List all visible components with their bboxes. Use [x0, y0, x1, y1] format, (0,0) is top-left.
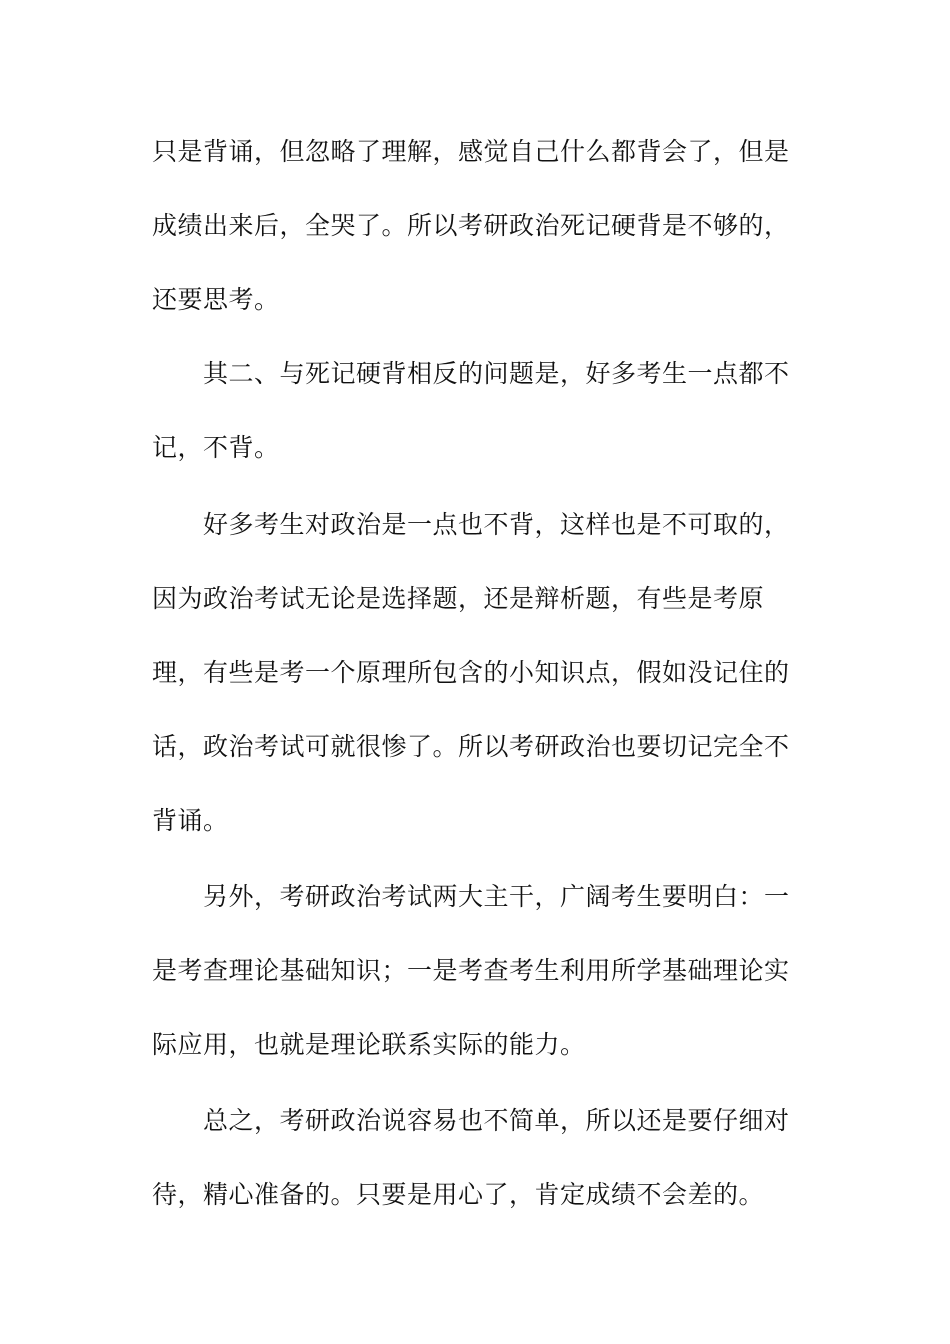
text-line: 理，有些是考一个原理所包含的小知识点，假如没记住的 — [152, 658, 790, 687]
text-line: 只是背诵，但忽略了理解，感觉自己什么都背会了，但是 — [152, 137, 790, 166]
text-line: 话，政治考试可就很惨了。所以考研政治也要切记完全不 — [152, 732, 790, 761]
text-line: 际应用，也就是理论联系实际的能力。 — [152, 1030, 586, 1059]
text-line: 因为政治考试无论是选择题，还是辩析题，有些是考原 — [152, 584, 765, 613]
paragraph-first-line: 另外，考研政治考试两大主干，广阔考生要明白：一 — [203, 882, 790, 911]
text-line: 待，精心准备的。只要是用心了，肯定成绩不会差的。 — [152, 1180, 765, 1209]
paragraph-first-line: 总之，考研政治说容易也不简单，所以还是要仔细对 — [203, 1106, 790, 1135]
paragraph-first-line: 好多考生对政治是一点也不背，这样也是不可取的， — [203, 510, 790, 539]
text-line: 还要思考。 — [152, 285, 280, 314]
text-line: 是考查理论基础知识；一是考查考生利用所学基础理论实 — [152, 956, 790, 985]
text-line: 记，不背。 — [152, 433, 280, 462]
paragraph-first-line: 其二、与死记硬背相反的问题是，好多考生一点都不 — [203, 359, 790, 388]
text-line: 背诵。 — [152, 806, 229, 835]
text-line: 成绩出来后，全哭了。所以考研政治死记硬背是不够的， — [152, 211, 790, 240]
